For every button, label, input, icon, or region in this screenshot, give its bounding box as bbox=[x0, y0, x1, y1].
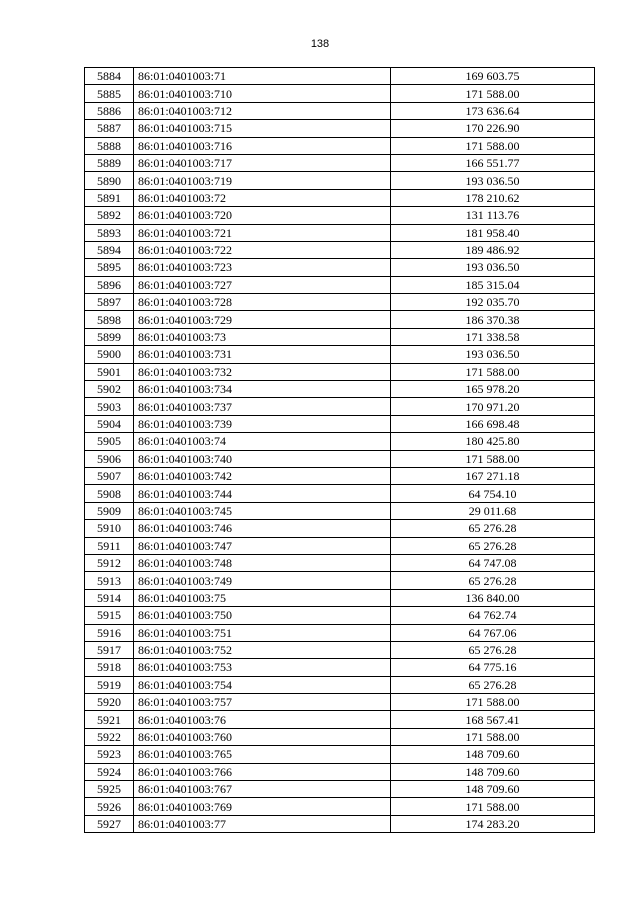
row-number-cell: 5919 bbox=[85, 676, 134, 693]
table-row bbox=[85, 207, 595, 224]
cadastral-value-cell: 131 113.76 bbox=[391, 207, 595, 224]
row-number-cell: 5884 bbox=[85, 68, 134, 85]
row-number-cell: 5921 bbox=[85, 711, 134, 728]
table-row bbox=[85, 311, 595, 328]
cadastral-number-cell: 86:01:0401003:749 bbox=[134, 572, 391, 589]
row-number-cell: 5918 bbox=[85, 659, 134, 676]
cadastral-value-cell: 186 370.38 bbox=[391, 311, 595, 328]
table-row bbox=[85, 189, 595, 206]
cadastral-value-cell: 174 283.20 bbox=[391, 815, 595, 832]
table-row bbox=[85, 224, 595, 241]
cadastral-value-cell: 189 486.92 bbox=[391, 241, 595, 258]
cadastral-number-cell: 86:01:0401003:732 bbox=[134, 363, 391, 380]
row-number-cell: 5907 bbox=[85, 467, 134, 484]
cadastral-number-cell: 86:01:0401003:734 bbox=[134, 381, 391, 398]
cadastral-number-cell: 86:01:0401003:71 bbox=[134, 68, 391, 85]
cadastral-number-cell: 86:01:0401003:737 bbox=[134, 398, 391, 415]
row-number-cell: 5920 bbox=[85, 694, 134, 711]
table-row bbox=[85, 154, 595, 171]
cadastral-value-cell: 167 271.18 bbox=[391, 467, 595, 484]
row-number-cell: 5913 bbox=[85, 572, 134, 589]
cadastral-value-cell: 180 425.80 bbox=[391, 433, 595, 450]
cadastral-number-cell: 86:01:0401003:710 bbox=[134, 85, 391, 102]
cadastral-number-cell: 86:01:0401003:720 bbox=[134, 207, 391, 224]
cadastral-value-cell: 171 588.00 bbox=[391, 85, 595, 102]
row-number-cell: 5923 bbox=[85, 746, 134, 763]
table-row bbox=[85, 537, 595, 554]
row-number-cell: 5905 bbox=[85, 433, 134, 450]
table-row bbox=[85, 363, 595, 380]
cadastral-value-cell: 171 588.00 bbox=[391, 450, 595, 467]
cadastral-number-cell: 86:01:0401003:716 bbox=[134, 137, 391, 154]
row-number-cell: 5891 bbox=[85, 189, 134, 206]
row-number-cell: 5927 bbox=[85, 815, 134, 832]
cadastral-number-cell: 86:01:0401003:750 bbox=[134, 607, 391, 624]
row-number-cell: 5895 bbox=[85, 259, 134, 276]
table-row bbox=[85, 694, 595, 711]
cadastral-number-cell: 86:01:0401003:765 bbox=[134, 746, 391, 763]
row-number-cell: 5888 bbox=[85, 137, 134, 154]
cadastral-number-cell: 86:01:0401003:729 bbox=[134, 311, 391, 328]
table-row bbox=[85, 120, 595, 137]
table-row bbox=[85, 624, 595, 641]
cadastral-value-cell: 64 767.06 bbox=[391, 624, 595, 641]
cadastral-value-cell: 148 709.60 bbox=[391, 781, 595, 798]
cadastral-value-cell: 29 011.68 bbox=[391, 502, 595, 519]
row-number-cell: 5899 bbox=[85, 328, 134, 345]
row-number-cell: 5900 bbox=[85, 346, 134, 363]
cadastral-number-cell: 86:01:0401003:712 bbox=[134, 102, 391, 119]
table-row bbox=[85, 589, 595, 606]
table-row bbox=[85, 68, 595, 85]
cadastral-value-cell: 171 588.00 bbox=[391, 798, 595, 815]
table-row bbox=[85, 711, 595, 728]
table-row bbox=[85, 241, 595, 258]
row-number-cell: 5916 bbox=[85, 624, 134, 641]
cadastral-number-cell: 86:01:0401003:723 bbox=[134, 259, 391, 276]
row-number-cell: 5904 bbox=[85, 415, 134, 432]
cadastral-number-cell: 86:01:0401003:766 bbox=[134, 763, 391, 780]
row-number-cell: 5910 bbox=[85, 520, 134, 537]
cadastral-value-cell: 64 747.08 bbox=[391, 554, 595, 571]
row-number-cell: 5885 bbox=[85, 85, 134, 102]
table-row bbox=[85, 798, 595, 815]
page-number: 138 bbox=[310, 38, 330, 50]
cadastral-number-cell: 86:01:0401003:721 bbox=[134, 224, 391, 241]
cadastral-number-cell: 86:01:0401003:754 bbox=[134, 676, 391, 693]
table-row bbox=[85, 641, 595, 658]
cadastral-number-cell: 86:01:0401003:753 bbox=[134, 659, 391, 676]
cadastral-value-cell: 65 276.28 bbox=[391, 676, 595, 693]
table-row bbox=[85, 172, 595, 189]
cadastral-number-cell: 86:01:0401003:727 bbox=[134, 276, 391, 293]
row-number-cell: 5893 bbox=[85, 224, 134, 241]
row-number-cell: 5886 bbox=[85, 102, 134, 119]
table-row bbox=[85, 102, 595, 119]
table-row bbox=[85, 276, 595, 293]
table-row bbox=[85, 607, 595, 624]
cadastral-number-cell: 86:01:0401003:744 bbox=[134, 485, 391, 502]
cadastral-value-cell: 65 276.28 bbox=[391, 641, 595, 658]
cadastral-value-cell: 171 588.00 bbox=[391, 694, 595, 711]
row-number-cell: 5909 bbox=[85, 502, 134, 519]
table-row bbox=[85, 294, 595, 311]
row-number-cell: 5925 bbox=[85, 781, 134, 798]
table-row bbox=[85, 746, 595, 763]
row-number-cell: 5926 bbox=[85, 798, 134, 815]
row-number-cell: 5890 bbox=[85, 172, 134, 189]
row-number-cell: 5924 bbox=[85, 763, 134, 780]
cadastral-number-cell: 86:01:0401003:747 bbox=[134, 537, 391, 554]
cadastral-number-cell: 86:01:0401003:76 bbox=[134, 711, 391, 728]
cadastral-value-cell: 165 978.20 bbox=[391, 381, 595, 398]
cadastral-number-cell: 86:01:0401003:767 bbox=[134, 781, 391, 798]
row-number-cell: 5903 bbox=[85, 398, 134, 415]
cadastral-number-cell: 86:01:0401003:746 bbox=[134, 520, 391, 537]
cadastral-value-cell: 171 588.00 bbox=[391, 363, 595, 380]
row-number-cell: 5912 bbox=[85, 554, 134, 571]
table-row bbox=[85, 572, 595, 589]
cadastral-value-cell: 173 636.64 bbox=[391, 102, 595, 119]
table-row bbox=[85, 502, 595, 519]
row-number-cell: 5902 bbox=[85, 381, 134, 398]
cadastral-number-cell: 86:01:0401003:715 bbox=[134, 120, 391, 137]
table-row bbox=[85, 781, 595, 798]
row-number-cell: 5901 bbox=[85, 363, 134, 380]
cadastral-value-cell: 64 762.74 bbox=[391, 607, 595, 624]
cadastral-number-cell: 86:01:0401003:74 bbox=[134, 433, 391, 450]
cadastral-value-cell: 166 551.77 bbox=[391, 154, 595, 171]
cadastral-value-cell: 193 036.50 bbox=[391, 346, 595, 363]
cadastral-value-cell: 65 276.28 bbox=[391, 520, 595, 537]
table-row bbox=[85, 659, 595, 676]
row-number-cell: 5887 bbox=[85, 120, 134, 137]
table-row bbox=[85, 85, 595, 102]
table-row bbox=[85, 381, 595, 398]
row-number-cell: 5898 bbox=[85, 311, 134, 328]
cadastral-value-cell: 64 775.16 bbox=[391, 659, 595, 676]
table-row bbox=[85, 450, 595, 467]
table-row bbox=[85, 398, 595, 415]
row-number-cell: 5894 bbox=[85, 241, 134, 258]
cadastral-value-cell: 171 588.00 bbox=[391, 137, 595, 154]
row-number-cell: 5911 bbox=[85, 537, 134, 554]
cadastral-value-cell: 170 226.90 bbox=[391, 120, 595, 137]
cadastral-value-cell: 64 754.10 bbox=[391, 485, 595, 502]
table-row bbox=[85, 467, 595, 484]
cadastral-number-cell: 86:01:0401003:739 bbox=[134, 415, 391, 432]
cadastral-number-cell: 86:01:0401003:769 bbox=[134, 798, 391, 815]
cadastral-number-cell: 86:01:0401003:73 bbox=[134, 328, 391, 345]
row-number-cell: 5908 bbox=[85, 485, 134, 502]
row-number-cell: 5896 bbox=[85, 276, 134, 293]
table-row bbox=[85, 259, 595, 276]
row-number-cell: 5906 bbox=[85, 450, 134, 467]
cadastral-value-cell: 166 698.48 bbox=[391, 415, 595, 432]
cadastral-number-cell: 86:01:0401003:72 bbox=[134, 189, 391, 206]
cadastral-number-cell: 86:01:0401003:75 bbox=[134, 589, 391, 606]
table-row bbox=[85, 137, 595, 154]
table-row bbox=[85, 520, 595, 537]
table-row bbox=[85, 676, 595, 693]
table-row bbox=[85, 554, 595, 571]
cadastral-value-cell: 171 588.00 bbox=[391, 728, 595, 745]
table-row bbox=[85, 328, 595, 345]
cadastral-number-cell: 86:01:0401003:752 bbox=[134, 641, 391, 658]
cadastral-number-cell: 86:01:0401003:742 bbox=[134, 467, 391, 484]
cadastral-number-cell: 86:01:0401003:731 bbox=[134, 346, 391, 363]
cadastral-value-cell: 171 338.58 bbox=[391, 328, 595, 345]
row-number-cell: 5897 bbox=[85, 294, 134, 311]
row-number-cell: 5914 bbox=[85, 589, 134, 606]
cadastral-value-cell: 185 315.04 bbox=[391, 276, 595, 293]
table-row bbox=[85, 346, 595, 363]
table-row bbox=[85, 485, 595, 502]
cadastral-value-cell: 169 603.75 bbox=[391, 68, 595, 85]
cadastral-number-cell: 86:01:0401003:77 bbox=[134, 815, 391, 832]
table-body bbox=[85, 68, 595, 833]
row-number-cell: 5922 bbox=[85, 728, 134, 745]
cadastral-number-cell: 86:01:0401003:740 bbox=[134, 450, 391, 467]
cadastral-value-cell: 192 035.70 bbox=[391, 294, 595, 311]
cadastral-number-cell: 86:01:0401003:760 bbox=[134, 728, 391, 745]
cadastral-value-cell: 136 840.00 bbox=[391, 589, 595, 606]
cadastral-number-cell: 86:01:0401003:719 bbox=[134, 172, 391, 189]
row-number-cell: 5892 bbox=[85, 207, 134, 224]
cadastral-value-cell: 65 276.28 bbox=[391, 572, 595, 589]
cadastral-value-cell: 181 958.40 bbox=[391, 224, 595, 241]
cadastral-number-cell: 86:01:0401003:757 bbox=[134, 694, 391, 711]
cadastral-value-cell: 170 971.20 bbox=[391, 398, 595, 415]
cadastral-number-cell: 86:01:0401003:745 bbox=[134, 502, 391, 519]
cadastral-value-cell: 148 709.60 bbox=[391, 763, 595, 780]
table-row bbox=[85, 763, 595, 780]
row-number-cell: 5889 bbox=[85, 154, 134, 171]
cadastral-value-cell: 193 036.50 bbox=[391, 172, 595, 189]
cadastral-number-cell: 86:01:0401003:728 bbox=[134, 294, 391, 311]
cadastral-value-table bbox=[84, 67, 595, 833]
cadastral-value-cell: 168 567.41 bbox=[391, 711, 595, 728]
row-number-cell: 5917 bbox=[85, 641, 134, 658]
cadastral-value-cell: 178 210.62 bbox=[391, 189, 595, 206]
cadastral-value-cell: 193 036.50 bbox=[391, 259, 595, 276]
table-row bbox=[85, 815, 595, 832]
cadastral-number-cell: 86:01:0401003:751 bbox=[134, 624, 391, 641]
table-row bbox=[85, 728, 595, 745]
table-row bbox=[85, 433, 595, 450]
row-number-cell: 5915 bbox=[85, 607, 134, 624]
cadastral-value-cell: 65 276.28 bbox=[391, 537, 595, 554]
cadastral-number-cell: 86:01:0401003:748 bbox=[134, 554, 391, 571]
cadastral-number-cell: 86:01:0401003:722 bbox=[134, 241, 391, 258]
table-row bbox=[85, 415, 595, 432]
cadastral-number-cell: 86:01:0401003:717 bbox=[134, 154, 391, 171]
cadastral-value-cell: 148 709.60 bbox=[391, 746, 595, 763]
